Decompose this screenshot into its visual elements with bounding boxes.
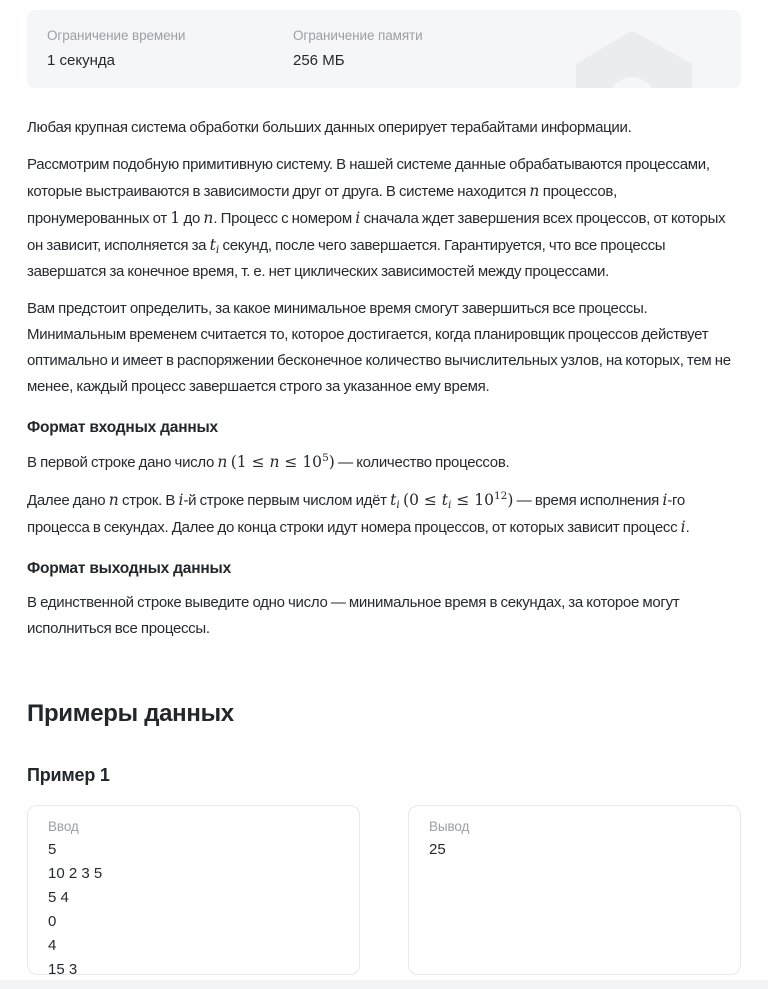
math-inline: n [217, 453, 228, 471]
page-bottom-strip [0, 980, 768, 989]
limits-card [27, 10, 741, 88]
contest-watermark-icon [575, 32, 693, 88]
memory-limit [293, 27, 423, 88]
time-limit-label: Ограничение времени [47, 28, 186, 43]
math-inline: 1 [170, 209, 181, 227]
math-inline: $t_i$ [390, 491, 400, 511]
math-inline: ) [328, 453, 335, 471]
output-format-heading: Формат выходных данных [27, 560, 232, 577]
statement-paragraph-2: Рассмотрим подобную примитивную систему. В нашей системе данные обрабатываются процессами, которые выстраиваются в зависимости друг от друга. В системе находится n процессов, пронумерованных от 1 до n. Процесс с номером i сначала ждет завершения всех процессов, от которых он зависит, исполняется за $t_i$ секунд, после чего завершается. Гарантируется, что все процессы завершатся за конечное время, т. е. нет циклических зависимостей между процессами. [27, 156, 726, 280]
input-format-heading: Формат входных данных [27, 419, 218, 436]
memory-limit-value: 256 МБ [293, 52, 345, 69]
input-format-paragraph-1: В первой строке дано число n $(1 \le n \le 10^5)$ — количество процессов. [27, 452, 510, 471]
sample-line: 5 [48, 841, 57, 858]
examples-section [27, 700, 741, 975]
math-inline: (1 ≤ [230, 453, 270, 471]
math-inline: $t_i$ [209, 236, 220, 256]
sample-input-box [27, 805, 360, 975]
math-inline: n [529, 182, 540, 200]
example-1-title: Пример 1 [27, 765, 110, 785]
math-inline: i [355, 209, 361, 227]
math-inline: i [178, 491, 184, 509]
statement-paragraph-1: Любая крупная система обработки больших данных оперирует терабайтами информации. [27, 119, 632, 136]
problem-statement [27, 88, 741, 673]
math-inline: ≤ $10^5$ [279, 452, 329, 471]
math-inline: n [108, 491, 119, 509]
example-1-samples [27, 805, 741, 975]
sample-output-content [429, 838, 720, 862]
sample-line: 15 3 [48, 961, 78, 975]
math-inline: i [680, 518, 686, 536]
math-inline: ≤ $10^{12}$ [451, 490, 508, 509]
sample-input-label: Ввод [48, 819, 79, 834]
time-limit [47, 27, 293, 88]
math-inline: (0 ≤ [403, 491, 442, 509]
math-inline: n [269, 453, 280, 471]
math-inline: ) [507, 491, 514, 509]
sample-input-content [48, 838, 339, 975]
memory-limit-label: Ограничение памяти [293, 28, 423, 43]
sample-line: 25 [429, 841, 446, 858]
sample-line: 10 2 3 5 [48, 865, 103, 882]
math-inline: $t_i$ [441, 491, 452, 511]
sample-line: 0 [48, 913, 57, 930]
math-inline: i [662, 491, 668, 509]
output-format-paragraph-1: В единственной строке выведите одно число — минимальное время в секундах, за которое могут исполниться все процессы. [27, 594, 680, 637]
math-inline: n [203, 209, 214, 227]
examples-section-title: Примеры данных [27, 700, 234, 727]
input-format-paragraph-2: Далее дано n строк. В i-й строке первым числом идёт $t_i$ $(0 \le t_i \le 10^{12})$ — время исполнения i-го процесса в секундах. Далее до конца строки идут номера процессов, от которых зависит процесс i. [27, 490, 690, 536]
sample-line: 5 4 [48, 889, 69, 906]
sample-output-box [408, 805, 741, 975]
statement-paragraph-3: Вам предстоит определить, за какое минимальное время смогут завершиться все процессы. Минимальным временем считается то, которое достигается, когда планировщик процессов действует оптимально и имеет в распоряжении бесконечное количество вычислительных узлов, на которых, тем не менее, каждый процесс завершается строго за указанное ему время. [27, 300, 731, 395]
sample-line: 4 [48, 937, 57, 954]
time-limit-value: 1 секунда [47, 52, 115, 69]
sample-output-label: Вывод [429, 819, 470, 834]
